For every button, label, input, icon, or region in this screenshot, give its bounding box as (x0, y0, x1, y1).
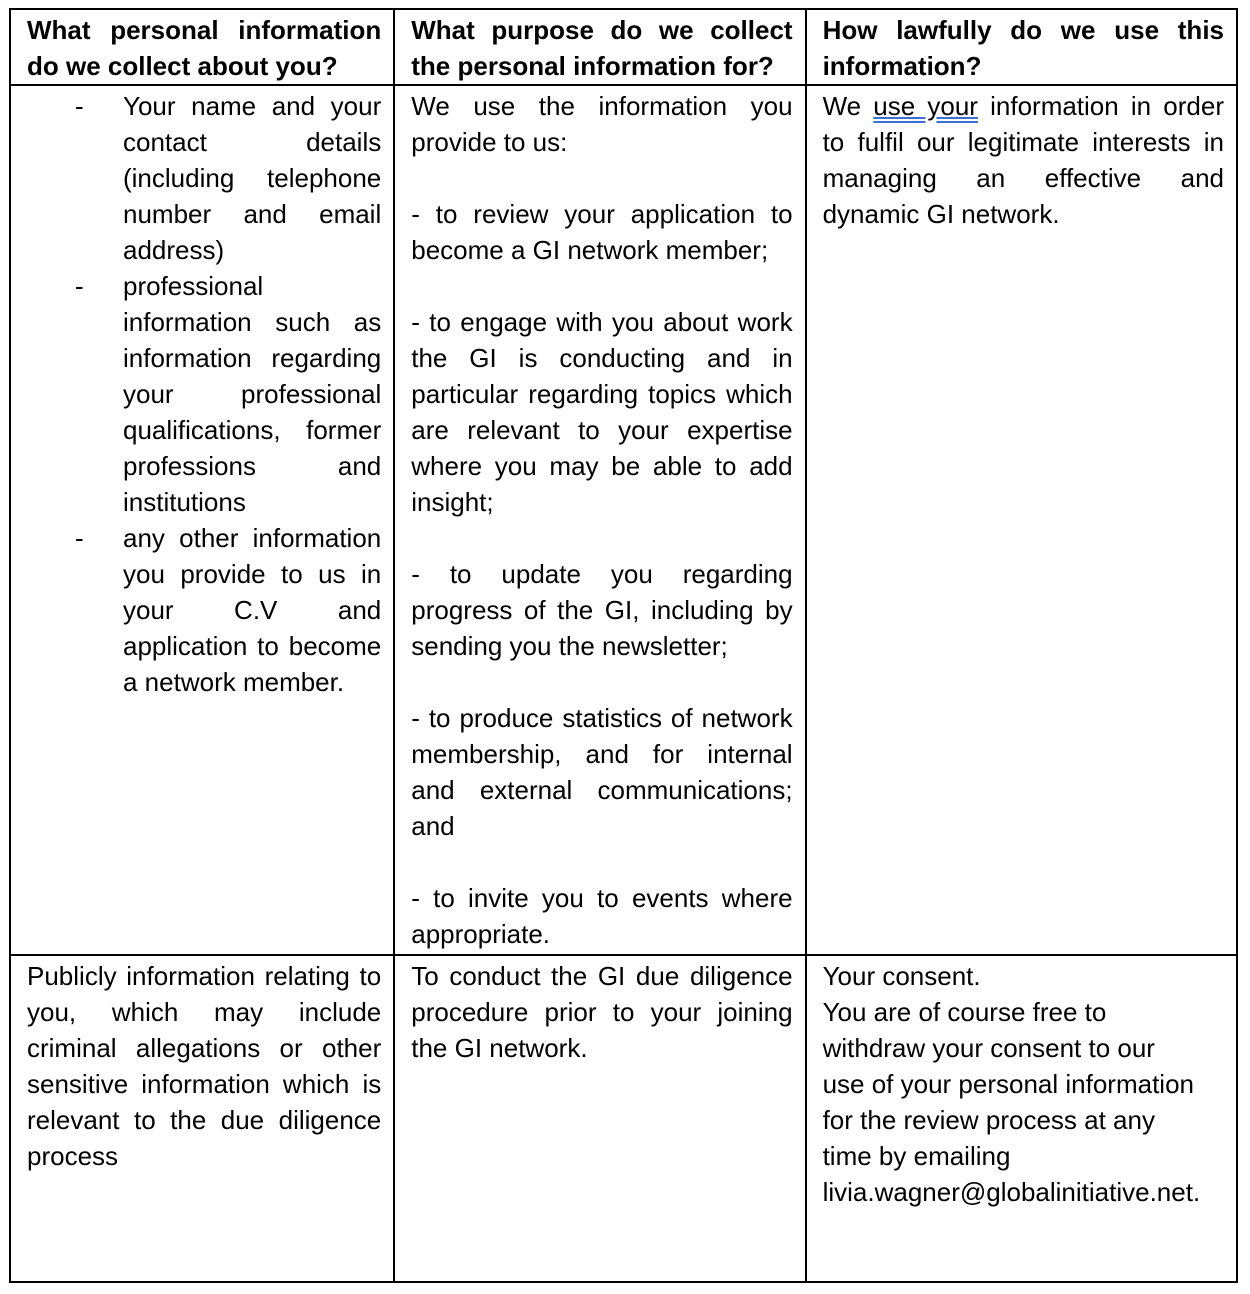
cell-purpose: To conduct the GI due diligence procedure prior to your joining the GI network. (394, 955, 805, 1282)
info-item-text: Your name and your contact details (including telephone number and email address) (123, 91, 382, 265)
info-item-text: professional information such as information regarding your professional qualifications, former professions and institutions (123, 271, 382, 517)
consent-line: withdraw your consent to our (822, 1033, 1155, 1063)
purpose-item: - to update you regarding progress of the GI, including by sending you the newsletter; (411, 559, 793, 661)
purpose-intro: We use the information you provide to us: (411, 91, 793, 157)
purpose-item: - to review your application to become a GI network member; (411, 199, 793, 265)
table-row (10, 955, 1237, 1282)
dash-bullet: - (75, 271, 84, 301)
consent-line: for the review process at any (822, 1105, 1155, 1135)
purpose-item: - to produce statistics of network membership, and for internal and external communications; and (411, 703, 793, 841)
consent-line: Your consent. (822, 961, 981, 991)
header-lawful-basis: How lawfully do we use this information? (806, 9, 1237, 85)
dash-bullet: - (75, 523, 84, 553)
consent-line: You are of course free to (822, 997, 1107, 1027)
table-row (10, 85, 1237, 955)
cell-lawful-basis (806, 85, 1237, 955)
header-row (10, 9, 1237, 85)
privacy-table (9, 8, 1238, 1283)
lawful-basis-text (823, 88, 1224, 232)
list-item (27, 88, 381, 268)
info-item-text: any other information you provide to us in your C.V and application to become a network member. (123, 523, 382, 697)
consent-line: time by emailing (822, 1141, 1011, 1171)
list-item (27, 268, 381, 520)
contact-email: livia.wagner@globalinitiative.net. (822, 1177, 1201, 1207)
purpose-item: - to engage with you about work the GI is conducting and in particular regarding topics which are relevant to your expertise where you may be able to add insight; (411, 307, 793, 517)
cell-purpose (394, 85, 805, 955)
list-item (27, 520, 381, 700)
cell-personal-information: Publicly information relating to you, which may include criminal allegations or other sensitive information which is relevant to the due diligence process (10, 955, 394, 1282)
cell-personal-information (10, 85, 394, 955)
spellcheck-underlined-text: use your (873, 91, 978, 121)
lawful-post: information in order to fulfil our legitimate interests in managing an effective and dynamic GI network. (822, 91, 1224, 229)
header-purpose: What purpose do we collect the personal information for? (394, 9, 805, 85)
cell-lawful-basis (806, 955, 1237, 1282)
header-personal-information: What personal information do we collect about you? (10, 9, 394, 85)
consent-line: use of your personal information (822, 1069, 1195, 1099)
dash-bullet: - (75, 91, 84, 121)
info-list (27, 88, 381, 700)
lawful-pre: We (822, 91, 874, 121)
purpose-item: - to invite you to events where appropriate. (411, 883, 793, 949)
